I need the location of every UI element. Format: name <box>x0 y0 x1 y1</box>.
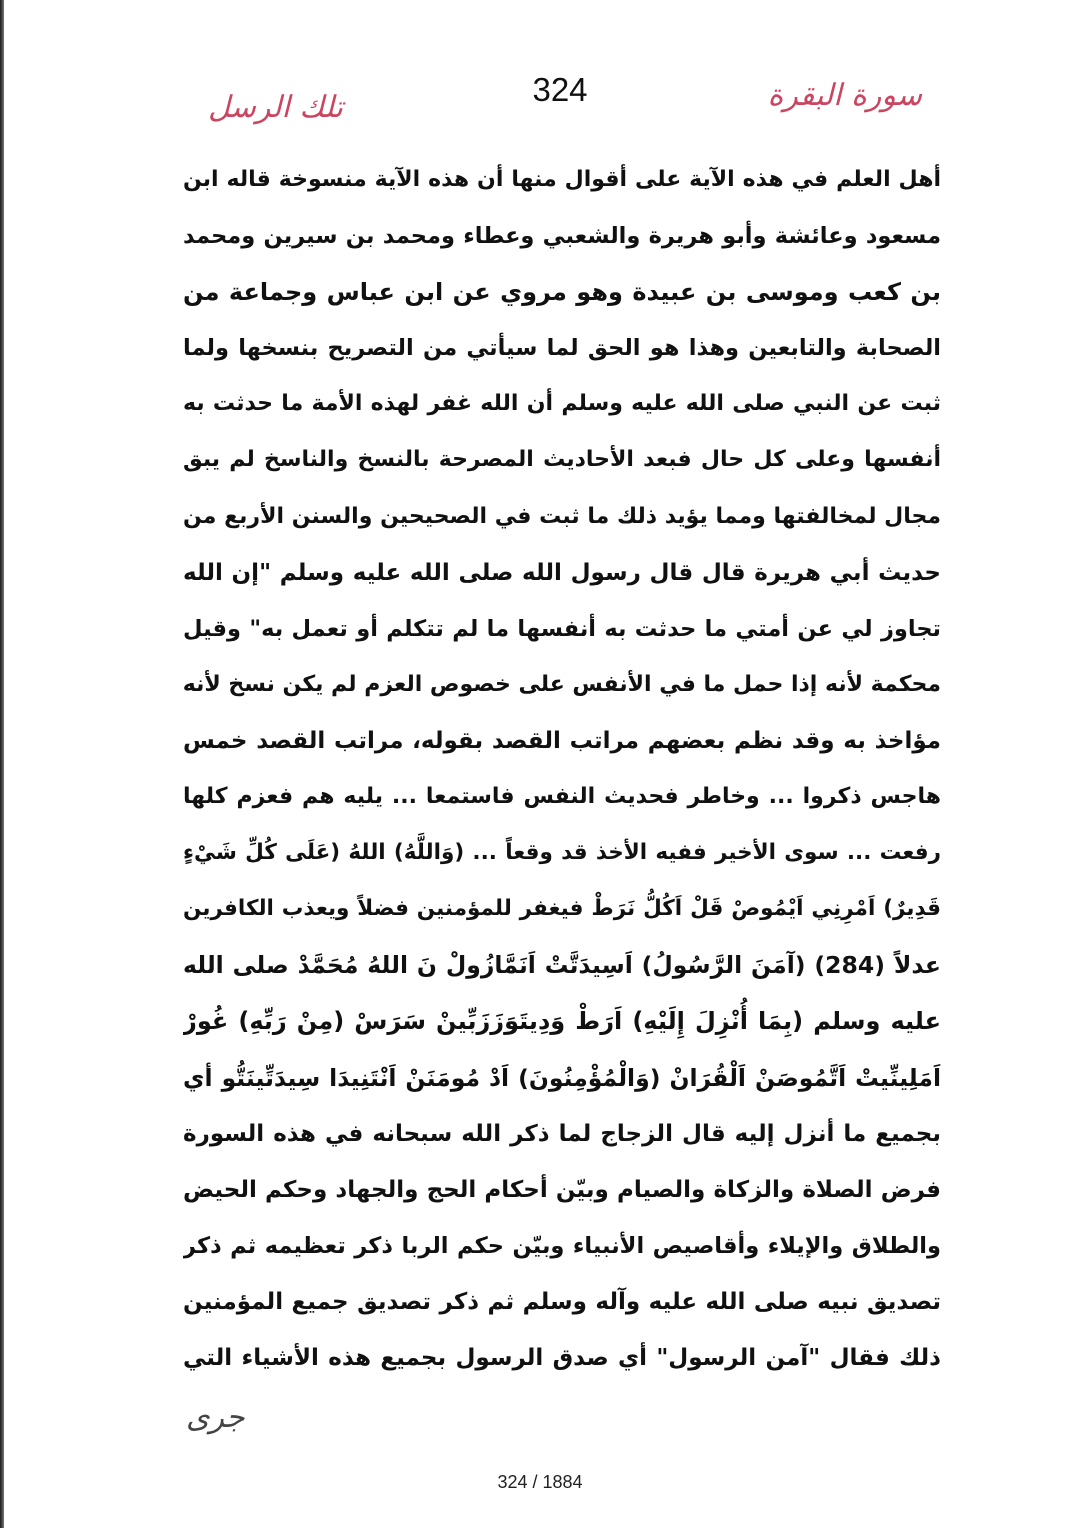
page-edge-shadow <box>0 0 4 1528</box>
text-line: تصديق نبيه صلى الله عليه وآله وسلم ثم ذكر تصديق جميع المؤمنين <box>183 1288 941 1315</box>
text-line: الصحابة والتابعين وهذا هو الحق لما سيأتي من التصريح بنسخها ولما <box>183 335 941 362</box>
page-number: 324 <box>532 71 588 108</box>
surah-name-note: سورة البقرة <box>767 78 922 113</box>
text-line: هاجس ذكروا ... وخاطر فحديث النفس فاستمعا ... يليه هم فعزم كلها <box>183 784 941 810</box>
text-line: مسعود وعائشة وأبو هريرة والشعبي وعطاء ومحمد بن سيرين ومحمد <box>183 223 941 250</box>
text-line: تجاوز لي عن أمتي ما حدثت به أنفسها ما لم تتكلم أو تعمل به" وقيل <box>183 615 941 642</box>
body-text <box>183 152 941 1386</box>
text-line: اَمَلِينِّيتْ اَتَّمُوصَنْ اَلْقُرَانْ (وَالْمُؤْمِنُونَ) اَدْ مُومَنَنْ اَنْتَنِيدَا سِيدَتِّينَتُّو أي <box>183 1063 941 1092</box>
text-line: بن كعب وموسى بن عبيدة وهو مروي عن ابن عباس وجماعة من <box>183 278 941 307</box>
text-line: مجال لمخالفتها ومما يؤيد ذلك ما ثبت في الصحيحين والسنن الأربع من <box>183 503 941 529</box>
text-line: ذلك فقال "آمن الرسول" أي صدق الرسول بجميع هذه الأشياء التي <box>183 1344 941 1371</box>
text-line: مؤاخذ به وقد نظم بعضهم مراتب القصد بقوله، مراتب القصد خمس <box>183 727 941 754</box>
text-line: محكمة لأنه إذا حمل ما في الأنفس على خصوص العزم لم يكن نسخ لأنه <box>183 671 941 697</box>
text-line: والطلاق والإيلاء وأقاصيص الأنبياء وبيّن حكم الربا ذكر تعظيمه ثم ذكر <box>183 1232 941 1259</box>
page-counter: 324 / 1884 <box>497 1472 583 1492</box>
text-line: بجميع ما أنزل إليه قال الزجاج لما ذكر الله سبحانه في هذه السورة <box>183 1120 941 1147</box>
text-line: رفعت ... سوى الأخير ففيه الأخذ قد وقعاً ... (وَاللَّهُ) اللهُ (عَلَى كُلِّ شَيْءٍ <box>183 840 941 866</box>
juz-name-note: تلك الرسل <box>208 90 343 125</box>
text-line: قَدِيرٌ) اَمْرِنِي اَيْمُوصْ قَلْ اَكُلُّ نَرَطْ فيغفر للمؤمنين فضلاً ويعذب الكافرين <box>183 896 941 922</box>
handwritten-signature: جرى <box>186 1400 245 1435</box>
text-line: فرض الصلاة والزكاة والصيام وبيّن أحكام الحج والجهاد وحكم الحيض <box>183 1176 941 1203</box>
text-line: عليه وسلم (بِمَا أُنْزِلَ إِلَيْهِ) اَرَطْ وَدِيتَوَزَزَبِّينْ سَرَسْ (مِنْ رَبِّهِ) غُورْ <box>183 1007 941 1036</box>
text-line: أنفسها وعلى كل حال فبعد الأحاديث المصرحة بالنسخ والناسخ لم يبق <box>183 447 941 473</box>
text-line: أهل العلم في هذه الآية على أقوال منها أن هذه الآية منسوخة قاله ابن <box>183 167 941 192</box>
text-line: حديث أبي هريرة قال قال رسول الله صلى الله عليه وسلم "إن الله <box>183 559 941 586</box>
text-line: ثبت عن النبي صلى الله عليه وسلم أن الله غفر لهذه الأمة ما حدثت به <box>183 391 941 417</box>
text-line: عدلاً (284) (آمَنَ الرَّسُولُ) اَسِيدَتَّتْ اَنَمَّازُولْ نَ اللهُ مُحَمَّدْ صلى الله <box>183 951 941 980</box>
